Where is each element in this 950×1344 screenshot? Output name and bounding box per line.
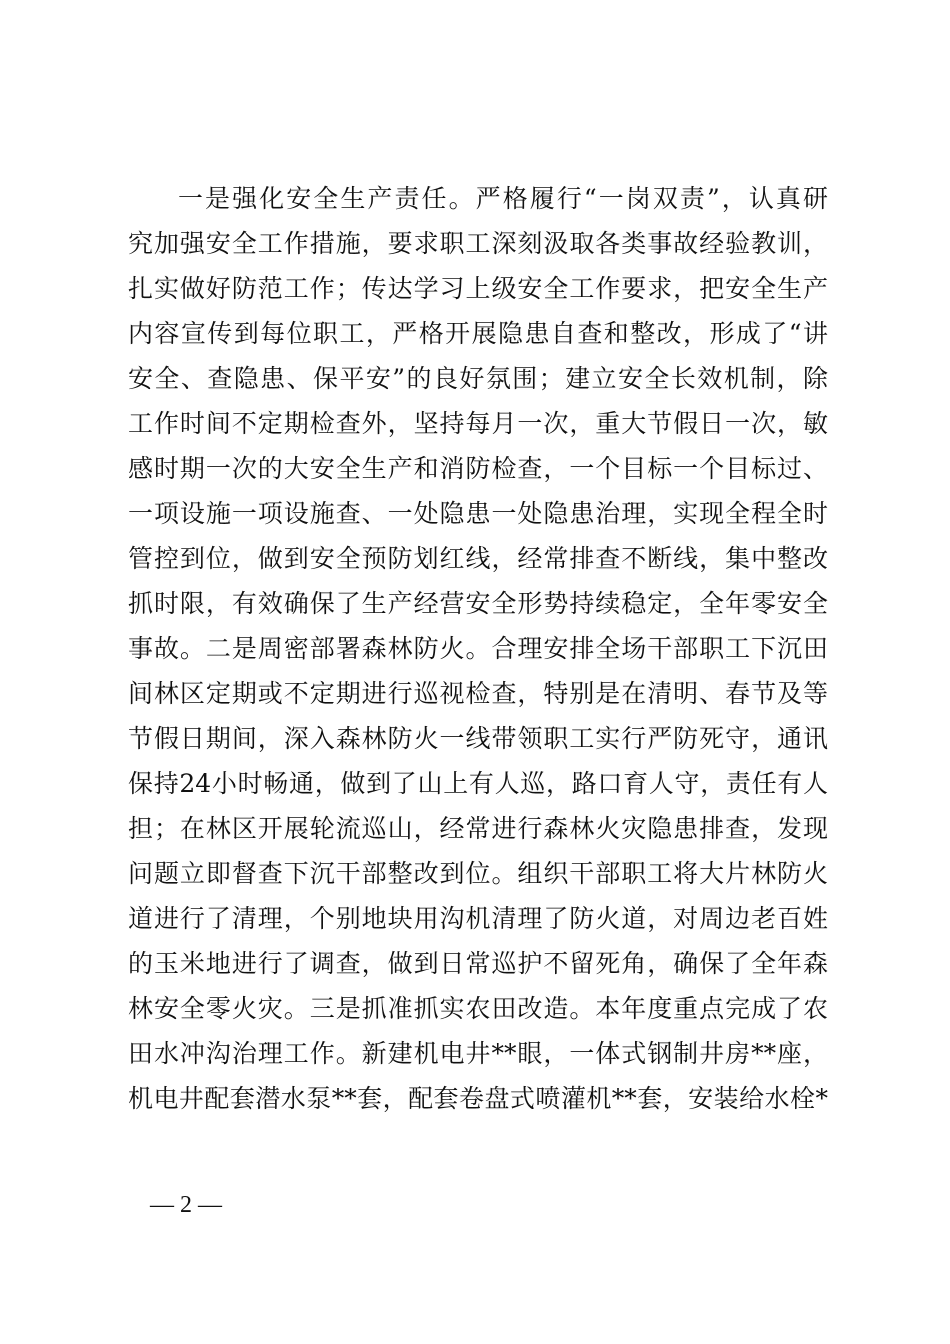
text-line: 内容宣传到每位职工，严格开展隐患自查和整改，形成了“讲 [128,319,828,348]
text-line: 抓时限，有效确保了生产经营安全形势持续稳定，全年零安全 [128,589,828,618]
text-line: 事故。二是周密部署森林防火。合理安排全场干部职工下沉田 [128,634,828,663]
text-line: 林安全零火灾。三是抓准抓实农田改造。本年度重点完成了农 [128,994,828,1023]
text-line: 间林区定期或不定期进行巡视检查，特别是在清明、春节及等 [128,679,828,708]
text-line: 一项设施一项设施查、一处隐患一处隐患治理，实现全程全时 [128,499,828,528]
text-line: 扎实做好防范工作；传达学习上级安全工作要求，把安全生产 [128,274,828,303]
text-line: 究加强安全工作措施，要求职工深刻汲取各类事故经验教训， [128,229,828,258]
page-number: — 2 — [150,1192,222,1218]
text-line: 道进行了清理，个别地块用沟机清理了防火道，对周边老百姓 [128,904,828,933]
text-line: 安全、查隐患、保平安”的良好氛围；建立安全长效机制，除 [128,364,828,393]
text-line: 一是强化安全生产责任。严格履行“一岗双责”，认真研 [178,184,828,213]
text-line: 的玉米地进行了调查，做到日常巡护不留死角，确保了全年森 [128,949,828,978]
text-line: 管控到位，做到安全预防划红线，经常排查不断线，集中整改 [128,544,828,573]
text-line: 节假日期间，深入森林防火一线带领职工实行严防死守，通讯 [128,724,828,753]
text-line: 问题立即督查下沉干部整改到位。组织干部职工将大片林防火 [128,859,828,888]
text-line: 工作时间不定期检查外，坚持每月一次，重大节假日一次，敏 [128,409,828,438]
text-line: 感时期一次的大安全生产和消防检查，一个目标一个目标过、 [128,454,828,483]
text-line: 保持24小时畅通，做到了山上有人巡，路口育人守，责任有人 [128,769,828,798]
text-line: 机电井配套潜水泵**套，配套卷盘式喷灌机**套，安装给水栓* [128,1084,828,1113]
text-line: 田水冲沟治理工作。新建机电井**眼，一体式钢制井房**座， [128,1039,828,1068]
text-line: 担；在林区开展轮流巡山，经常进行森林火灾隐患排查，发现 [128,814,828,843]
